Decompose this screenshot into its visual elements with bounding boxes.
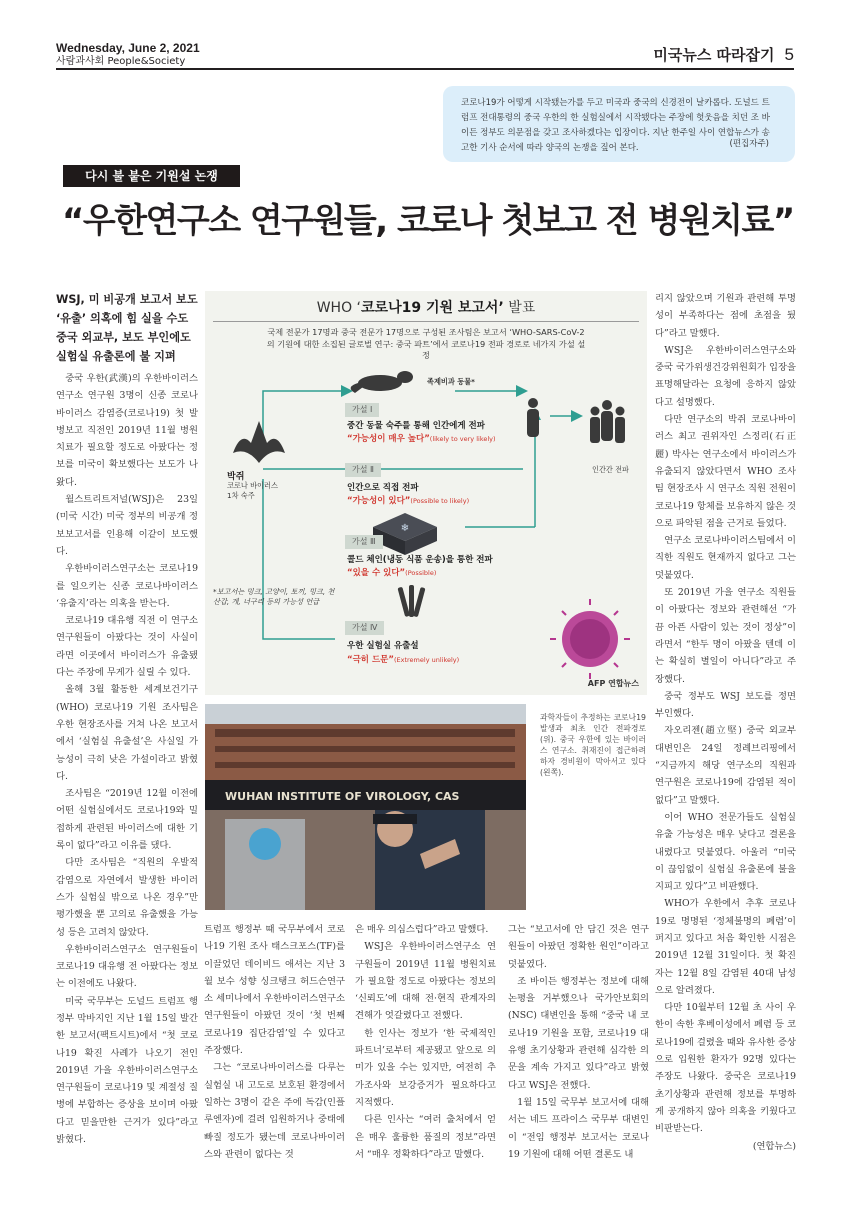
article-byline: (연합뉴스) xyxy=(752,1140,796,1152)
article-paragraph: 다만 10월부터 12월 초 사이 우한이 속한 후베이성에서 폐렴 등 코로나19에 걸렸을 때와 유사한 증상으로 입원한 환자가 92명 있다는 주장도 나왔다. 중국은 코로나19 초기상황과 관련해 정보를 투명하게 공개하지 않아 의혹을 키웠다고 비판받는다. xyxy=(655,1002,796,1135)
bat-sub-label-2: 1차 숙주 xyxy=(227,491,255,500)
article-paragraph: 리지 않았으며 기원과 관련해 투명성이 부족하다는 점에 초점을 뒀다”라고 말했다. xyxy=(655,293,796,339)
article-paragraph: WSJ은 우한바이러스연구소 연구원들이 2019년 11월 병원치료가 필요할 정도로 아팠다는 정보의 ‘신뢰도’에 대해 전·현직 관계자의 견해가 엇갈렸다고 전했다. xyxy=(355,941,496,1022)
sign-text: WUHAN INSTITUTE OF VIROLOGY, CAS xyxy=(225,790,460,803)
article-paragraph: WHO가 우한에서 추후 코로나19로 명명된 ‘정체불명의 폐렴’이 퍼지고 있다고 처음 확인한 시점은 2019년 12월 31일이다. 첫 확진자는 12월 8일 감염된 40대 남성으로 알려졌다. xyxy=(655,898,796,996)
hypothesis-4-likelihood: “극히 드문”(Extremely unlikely) xyxy=(347,655,460,665)
photo-caption: 과학자들이 추정하는 코로나19 발생과 최초 인간 전파경로(위). 중국 우한에 있는 바이러스 연구소. 취재진이 접근하려하자 경비원이 막아서고 있다(왼쪽). xyxy=(540,713,646,777)
article-paragraph: 연구소 코로나바이러스팀에서 이직한 직원도 현재까지 없다고 그는 덧붙였다. xyxy=(655,535,796,581)
article-column-1 xyxy=(56,370,198,1160)
article-paragraph: 그는 “보고서에 안 담긴 것은 연구원들이 아팠던 정확한 원인”이라고 덧붙였다. xyxy=(508,924,649,970)
weasel-icon xyxy=(351,371,413,393)
article-paragraph: 트럼프 행정부 때 국무부에서 코로나19 기원 조사 태스크포스(TF)를 이끌었던 데이비드 애셔는 지난 3월 보수 성향 싱크탱크 허드슨연구소 세미나에서 우한바이러스연구소 연구원들이 아팠던 것이 ‘첫 번째 코로나19 집단감염’일 수 있다고 주장했다. xyxy=(204,924,345,1057)
infographic-title: WHO ‘코로나19 기원 보고서’ 발표 xyxy=(316,300,536,316)
intermediate-host-label: 족제비과 동물* xyxy=(427,377,475,386)
article-column-4 xyxy=(508,921,649,1161)
hypothesis-4-title: 우한 실험실 유출설 xyxy=(347,641,419,651)
human-icon xyxy=(527,398,625,443)
header-divider xyxy=(56,68,794,70)
photo-illustration xyxy=(205,704,526,910)
section-name: 사람과사회 People&Society xyxy=(56,56,186,67)
editor-note-signature: (편집자주) xyxy=(729,139,769,149)
article-paragraph: 우한바이러스연구소 연구원들이 코로나19 대유행 전 아팠다는 정보는 이전에도 나왔다. xyxy=(56,943,198,990)
who-origin-infographic xyxy=(205,291,647,695)
hypothesis-3-title: 콜드 체인(냉동 식품 운송)을 통한 전파 xyxy=(347,555,493,565)
article-paragraph: 다만 연구소의 박쥐 코로나바이러스 최고 권위자인 스정리(石正麗) 박사는 연구소에서 바이러스가 유출되지 않았다면서 WHO 조사팀 현장조사 시 연구소 직원 전원이 코로나19 항체를 보유하지 않은 것으로 파악된 점을 근거로 들었다. xyxy=(655,414,796,529)
article-paragraph: 중국 우한(武漢)의 우한바이러스연구소 연구원 3명이 신종 코로나바이러스 감염증(코로나19) 첫 발병보고 직전인 2019년 11월 병원치료가 필요할 정도로 아팠다는 정보를 미국이 확보했다는 보도가 나왔다. xyxy=(56,373,198,488)
article-paragraph: 우한바이러스연구소는 코로나19를 일으키는 신종 코로나바이러스 ‘유출지’라는 의혹을 받는다. xyxy=(56,563,198,609)
page-number: 5 xyxy=(784,45,794,64)
article-paragraph: 자오리젠(趙立堅) 중국 외교부 대변인은 24일 정례브리핑에서 “지금까지 해당 연구소의 직원과 연구원은 코로나19에 감염된 적이 없다”고 말했다. xyxy=(655,725,796,806)
hypothesis-4-tag: 가설 Ⅳ xyxy=(345,621,384,635)
article-paragraph: 한 인사는 정보가 ‘한 국제적인 파트너’로부터 제공됐고 앞으로 의미가 있을 수는 있지만, 여전히 추가조사와 보강증거가 필요하다고 지적했다. xyxy=(355,1027,496,1108)
article-column-2 xyxy=(204,921,345,1161)
page-header-left xyxy=(56,41,200,69)
issue-date: Wednesday, June 2, 2021 xyxy=(56,41,200,55)
article-paragraph: 월스트리트저널(WSJ)은 23일(미국 시간) 미국 정부의 비공개 정보보고서를 인용해 이같이 보도했다. xyxy=(56,494,198,557)
editor-note-text: 코로나19가 어떻게 시작됐는가를 두고 미국과 중국의 신경전이 날카롭다. 도널드 트럼프 전대통령의 중국 우한의 한 실험실에서 시작됐다는 주장에 헛웃음을 치던 조 바이든 정부도 의문점을 갖고 조사하겠다는 입장이다. 지난 한주일 사이 연합뉴스가 송고한 기사 순서에 따라 양국의 논쟁을 짚어 본다. xyxy=(461,98,770,153)
test-tube-icon xyxy=(397,585,425,617)
article-paragraph: 조 바이든 행정부는 정보에 대해 논평을 거부했으나 국가안보회의(NSC) 대변인을 통해 “중국 내 코로나19 기원을 포함, 코로나19 대유행 초기상황과 관련해 심각한 의문을 계속 가지고 있다”라고 밝혔다고 WSJ은 전했다. xyxy=(508,975,649,1091)
infographic-subtitle: 국제 전문가 17명과 중국 전문가 17명으로 구성된 조사팀은 보고서 ‘WHO-SARS-CoV-2의 기원에 대한 소집된 글로벌 연구: 중국 파트’에서 코로나19 전파 경로로 네가지 가설 설정 xyxy=(266,327,586,360)
cold-chain-icon xyxy=(373,513,437,555)
article-paragraph: 미국 국무부는 도널드 트럼프 행정부 막바지인 지난 1월 15일 발간한 보고서(팩트시트)에서 “첫 코로나19 확진 사례가 나오기 전인 2019년 가을 우한바이러스연구소 연구원들이 코로나19 및 계절성 질병에 부합하는 증상을 보이며 아팠다고 믿을만한 근거가 있다”라고 밝혔다. xyxy=(56,995,198,1146)
article-paragraph: 다만 조사팀은 “직원의 우발적 감염으로 자연에서 발생한 바이러스가 실험실 밖으로 나온 경우”만 평가했을 뿐 고의로 유출했을 가능성 등은 고려치 않았다. xyxy=(56,857,198,938)
hypothesis-1-title: 중간 동물 숙주를 통해 인간에게 전파 xyxy=(347,421,485,431)
bat-label: 박쥐 xyxy=(227,472,245,482)
subheadline: WSJ, 미 비공개 보고서 보도 ‘유출’ 의혹에 힘 실을 수도 중국 외교부, 보도 부인에도 실험실 유출론에 불 지펴 xyxy=(56,293,198,363)
hypothesis-1-tag: 가설 Ⅰ xyxy=(345,403,379,417)
page-section-title: 미국뉴스 따라잡기 xyxy=(653,46,775,64)
virus-icon xyxy=(550,599,630,679)
headline: “우한연구소 연구원들, 코로나 첫보고 전 병원치료” xyxy=(62,201,794,241)
wuhan-institute-photo xyxy=(205,704,526,910)
hypothesis-3-likelihood: “있을 수 있다”(Possible) xyxy=(347,568,437,578)
article-paragraph: 은 매우 의심스럽다”라고 말했다. xyxy=(355,924,489,935)
article-column-5 xyxy=(655,290,796,1162)
hypothesis-2-likelihood: “가능성이 있다”(Possible to likely) xyxy=(347,496,470,506)
article-paragraph: 이어 WHO 전문가들도 실험실 유출 가능성은 매우 낮다고 결론을 내렸다고 덧붙였다. 아울러 “미국이 끊임없이 실험실 유출론에 불을 지피고 있다”고 비판했다. xyxy=(655,811,796,893)
svg-text:❄: ❄ xyxy=(400,523,410,534)
article-column-3 xyxy=(355,921,496,1161)
article-paragraph: 중국 정부도 WSJ 보도를 정면 부인했다. xyxy=(655,690,796,720)
article-paragraph: 코로나19 대유행 직전 이 연구소 연구원들이 아팠다는 것이 사실이라면 이곳에서 바이러스가 유출됐다는 주장에 무게가 실릴 수 있다. xyxy=(56,615,198,679)
hypothesis-2-title: 인간으로 직접 전파 xyxy=(347,483,419,493)
article-paragraph: 그는 “코로나바이러스를 다루는 실험실 내 고도로 보호된 환경에서 일하는 3명이 같은 주에 독감(인플루엔자)에 걸려 입원하거나 중태에 빠질 정도가 됐는데 코로나바이러스와 관련이 없다는 것 xyxy=(204,1062,345,1160)
article-paragraph: 1월 15일 국무부 보고서에 대해서는 네드 프라이스 국무부 대변인이 “전임 행정부 보고서는 코로나19 기원에 대해 어떤 결론도 내 xyxy=(508,1096,649,1160)
bat-sub-label-1: 코로나 바이러스 xyxy=(227,481,278,490)
article-paragraph: 올해 3월 활동한 세계보건기구(WHO) 코로나19 기원 조사팀은 우한 현장조사를 거쳐 나온 보고서에서 ‘실험실 유출설’은 사실일 가능성이 극히 낮은 가설이라고 밝혔다. xyxy=(56,684,198,782)
human-transmission-label: 인간간 전파 xyxy=(592,465,630,474)
article-paragraph: 또 2019년 가을 연구소 직원들이 아팠다는 정보와 관련해선 “가끔 아픈 사람이 있는 것이 정상”이라면서 “한두 명이 아팠을 텐데 이는 확실히 별일이 아니다”라고 주장했다. xyxy=(655,587,796,685)
article-paragraph: 다른 인사는 “여러 출처에서 얻은 매우 훌륭한 품질의 정보”라면서 “매우 정확하다”라고 말했다. xyxy=(355,1114,496,1160)
infographic-footnote: *보고서는 밍크, 고양이, 토끼, 밍크, 천산갑, 개, 너구리 등의 가능성 언급 xyxy=(213,587,335,606)
infographic-credit: AFP 연합뉴스 xyxy=(587,679,639,688)
transmission-arrows xyxy=(205,291,647,695)
kicker: 다시 불 붙은 기원설 논쟁 xyxy=(63,165,240,187)
hypothesis-3-tag: 가설 Ⅲ xyxy=(345,535,383,549)
editor-note xyxy=(443,86,795,162)
hypothesis-1-likelihood: “가능성이 매우 높다”(likely to very likely) xyxy=(347,434,496,444)
article-paragraph: 조사팀은 “2019년 12월 이전에 어떤 실험실에서도 코로나19와 밀접하게 관련된 바이러스에 대한 기록이 없다”라고 이유를 댔다. xyxy=(56,788,198,852)
article-paragraph: WSJ은 우한바이러스연구소와 중국 국가위생건강위원회가 입장을 표명해달라는 요청에 응하지 않았다고 설명했다. xyxy=(655,344,796,408)
bat-icon xyxy=(233,421,285,463)
page-header-right xyxy=(653,44,794,65)
hypothesis-2-tag: 가설 Ⅱ xyxy=(345,463,381,477)
